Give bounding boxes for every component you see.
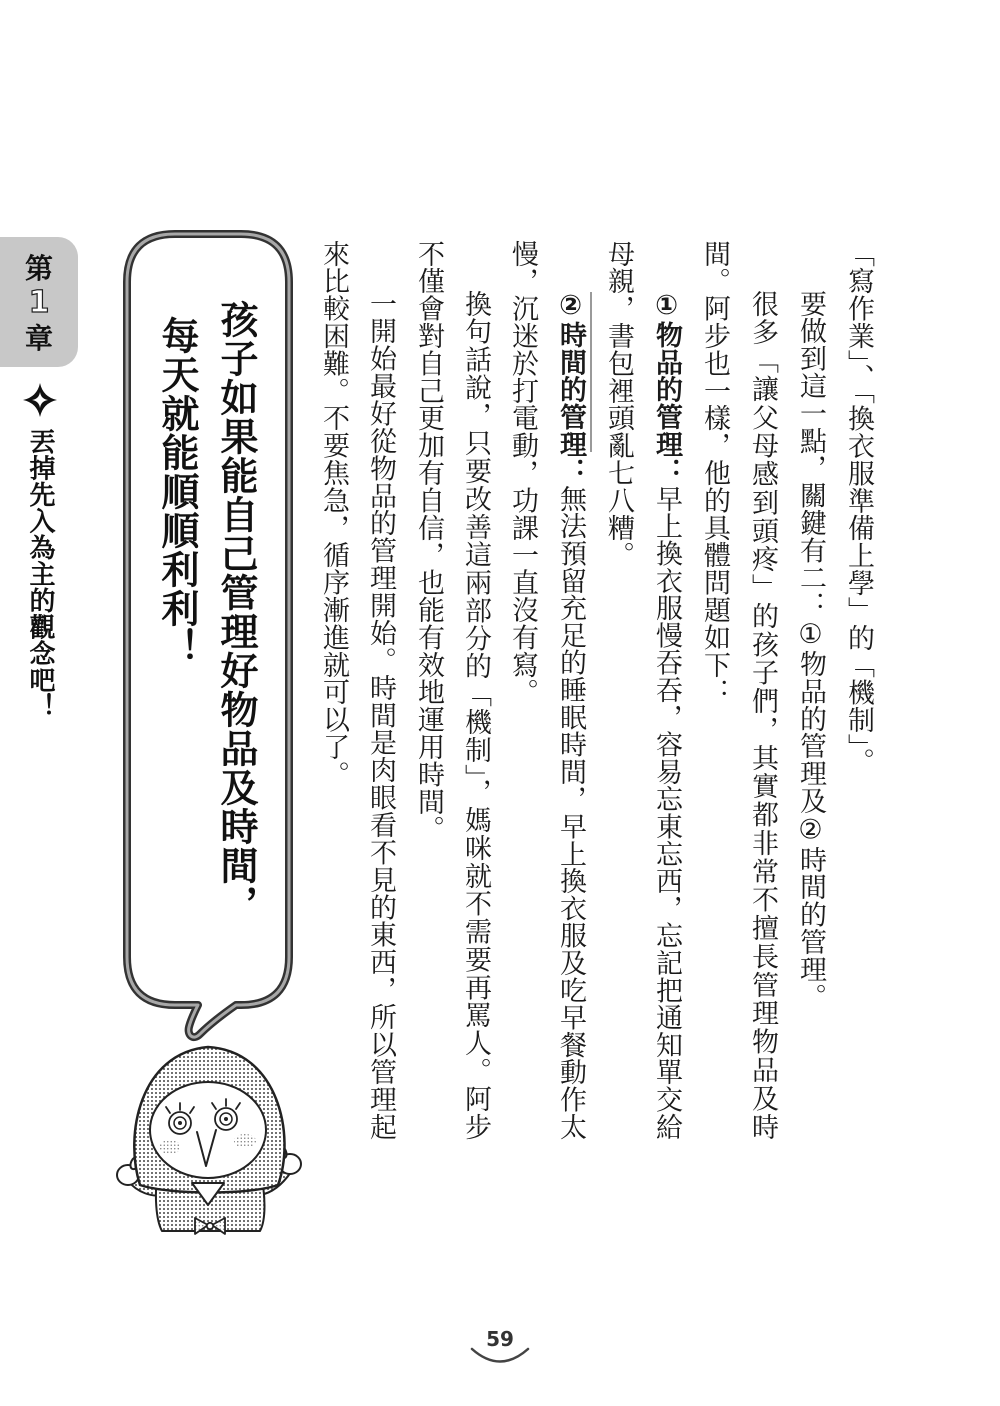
body-column: 很多「讓父母感到頭疼」的孩子們，其實都非常不擅長管理物品及時 — [747, 290, 778, 1140]
emphasis-side-line — [590, 292, 592, 452]
body-column: 換句話說，只要改善這兩部分的「機制」，媽咪就不需要再罵人。阿步 — [460, 290, 491, 1140]
body-column: 間。阿步也一樣，他的具體問題如下： — [699, 240, 730, 706]
body-column: 慢，沉迷於打電動，功課一直沒有寫。 — [507, 240, 538, 706]
four-point-star-icon — [22, 382, 58, 418]
body-column-item-management — [651, 290, 681, 1140]
speech-bubble-line-2: 每天就能順順利利！ — [155, 316, 199, 667]
body-column: 「寫作業」、「換衣服準備上學」的「機制」。 — [843, 240, 874, 775]
body-column: 不僅會對自己更加有自信，也能有效地運用時間。 — [413, 240, 444, 843]
body-column: 一開始最好從物品的管理開始。時間是肉眼看不見的東西，所以管理起 — [365, 290, 396, 1140]
chapter-number: 1 — [28, 285, 50, 320]
chapter-tab — [0, 237, 78, 367]
item-management-heading: ①物品的管理： — [651, 290, 682, 486]
chapter-tab-suffix: 章 — [24, 322, 53, 355]
time-management-heading: ②時間的管理： — [555, 290, 586, 486]
body-column-time-management — [555, 290, 585, 1140]
speech-bubble — [110, 222, 300, 1047]
speech-bubble-line-1: 孩子如果能自己管理好物品及時間， — [214, 300, 258, 924]
page-number-arc — [460, 1340, 540, 1375]
chapter-tab-prefix: 第 — [24, 252, 53, 285]
item-management-text: 早上換衣服慢吞吞，容易忘東忘西，忘記把通知單交給 — [651, 485, 682, 1141]
hooded-bird-character-illustration — [110, 1035, 310, 1245]
time-management-text: 無法預留充足的睡眠時間，早上換衣服及吃早餐動作太 — [555, 485, 586, 1141]
body-column: 母親，書包裡頭亂七八糟。 — [603, 240, 634, 569]
body-column: 要做到這一點，關鍵有二：①物品的管理及②時間的管理。 — [795, 290, 826, 1011]
body-column: 來比較困難。不要焦急，循序漸進就可以了。 — [318, 240, 349, 788]
page-number: 59 — [486, 1327, 514, 1351]
chapter-title: 丟掉先入為主的觀念吧！ — [25, 428, 55, 720]
